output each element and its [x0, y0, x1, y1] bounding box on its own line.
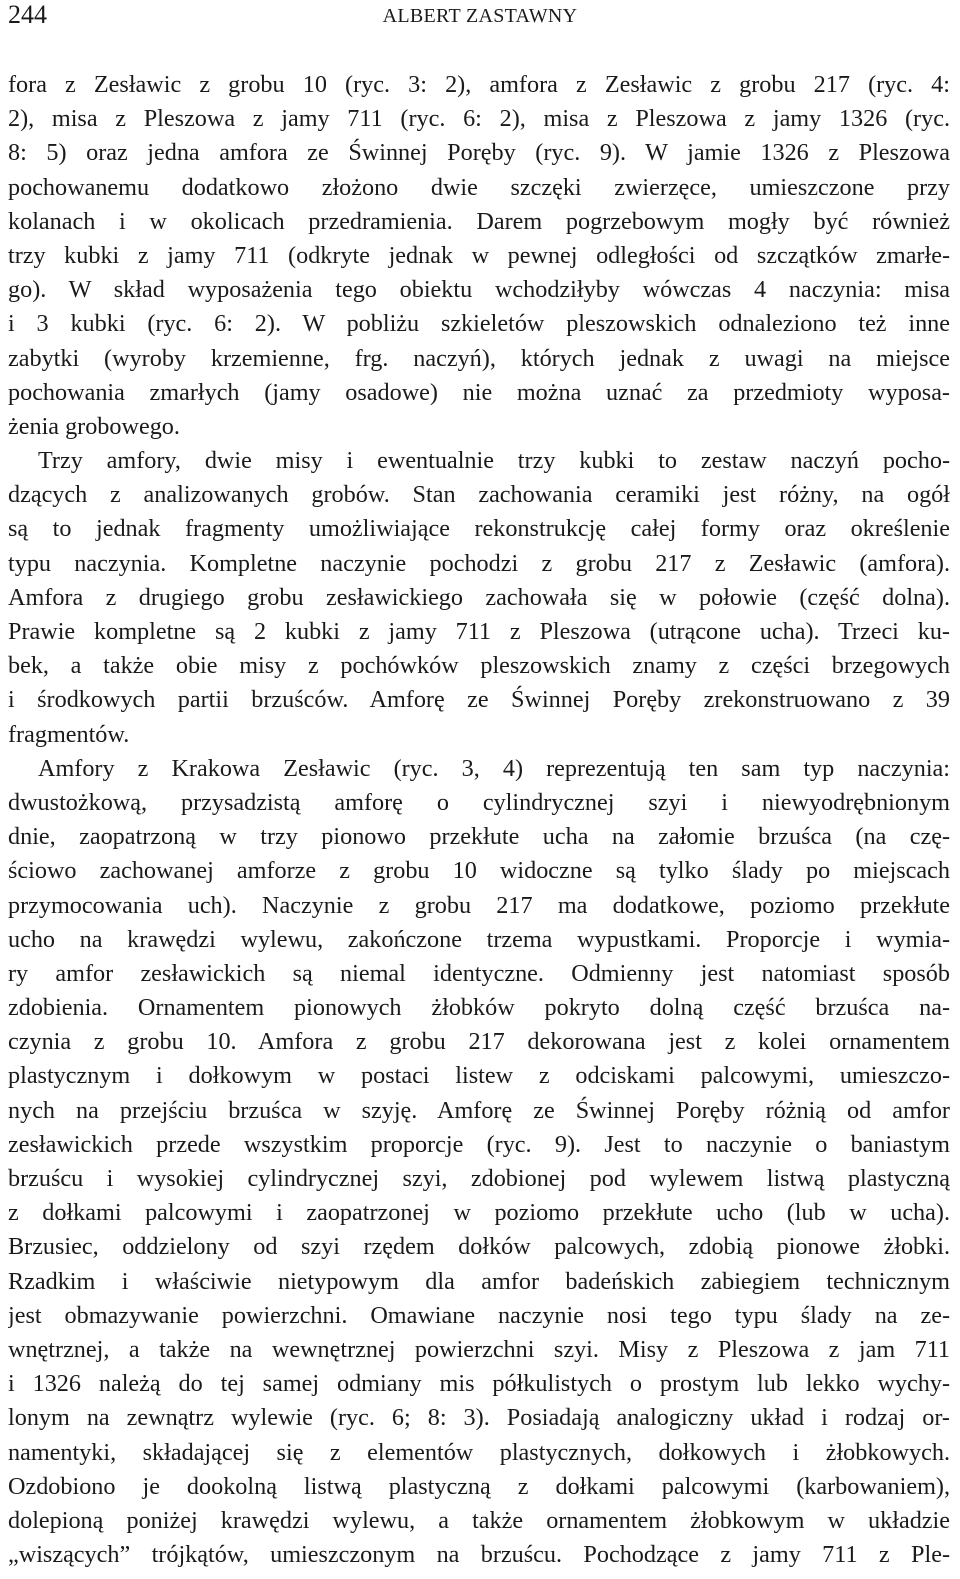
text-line: dnie, zaopatrzoną w trzy pionowo przekłute ucha na załomie brzuśca (na czę-	[8, 823, 950, 851]
text-line: go). W skład wyposażenia tego obiektu wchodziłyby wówczas 4 naczynia: misa	[8, 276, 950, 304]
text-line: namentyki, składającej się z elementów plastycznych, dołkowych i żłobkowych.	[8, 1438, 950, 1466]
text-line: „wiszących” trójkątów, umieszczonym na brzuścu. Pochodzące z jamy 711 z Ple-	[8, 1541, 950, 1569]
running-head	[8, 0, 952, 36]
text-line: ucho na krawędzi wylewu, zakończone trzema wypustkami. Proporcje i wymia-	[8, 925, 950, 953]
text-line: jest obmazywanie powierzchni. Omawiane naczynie nosi tego typu ślady na ze-	[8, 1301, 950, 1329]
text-line: i 1326 należą do tej samej odmiany mis półkulistych o prostym lub lekko wychy-	[8, 1370, 950, 1398]
text-line: pochowanemu dodatkowo złożono dwie szczęki zwierzęce, umieszczone przy	[8, 173, 950, 201]
text-line: Amfora z drugiego grobu zesławickiego zachowała się w połowie (część dolna).	[8, 583, 950, 611]
paragraph-first-line: Trzy amfory, dwie misy i ewentualnie trzy kubki to zestaw naczyń pocho-	[38, 447, 950, 475]
paragraph-end-line: żenia grobowego.	[8, 412, 180, 440]
body-text	[8, 68, 950, 1572]
text-line: kolanach i w okolicach przedramienia. Darem pogrzebowym mogły być również	[8, 207, 950, 235]
text-line: wnętrznej, a także na wewnętrznej powierzchni szyi. Misy z Pleszowa z jam 711	[8, 1335, 950, 1363]
text-line: trzy kubki z jamy 711 (odkryte jednak w pewnej odległości od szczątków zmarłe-	[8, 241, 950, 269]
text-line: dwustożkową, przysadzistą amforę o cylindrycznej szyi i niewyodrębnionym	[8, 788, 950, 816]
paragraph-end-line: fragmentów.	[8, 720, 130, 748]
text-line: z dołkami palcowymi i zaopatrzonej w poziomo przekłute ucho (lub w ucha).	[8, 1199, 950, 1227]
text-line: Ozdobiono je dookolną listwą plastyczną z dołkami palcowymi (karbowaniem),	[8, 1472, 950, 1500]
text-line: 2), misa z Pleszowa z jamy 711 (ryc. 6: 2), misa z Pleszowa z jamy 1326 (ryc.	[8, 105, 950, 133]
text-line: lonym na zewnątrz wylewie (ryc. 6; 8: 3). Posiadają analogiczny układ i rodzaj or-	[8, 1404, 950, 1432]
text-line: zabytki (wyroby krzemienne, frg. naczyń), których jednak z uwagi na miejsce	[8, 344, 950, 372]
text-line: typu naczynia. Kompletne naczynie pochodzi z grobu 217 z Zesławic (amfora).	[8, 549, 950, 577]
text-line: nych na przejściu brzuśca w szyję. Amforę ze Świnnej Poręby różnią od amfor	[8, 1096, 950, 1124]
text-line: pochowania zmarłych (jamy osadowe) nie można uznać za przedmioty wyposa-	[8, 378, 950, 406]
text-line: dolepioną poniżej krawędzi wylewu, a także ornamentem żłobkowym w układzie	[8, 1506, 950, 1534]
text-line: są to jednak fragmenty umożliwiające rekonstrukcję całej formy oraz określenie	[8, 515, 950, 543]
text-line: ściowo zachowanej amforze z grobu 10 widoczne są tylko ślady po miejscach	[8, 857, 950, 885]
text-line: Rzadkim i właściwie nietypowym dla amfor badeńskich zabiegiem technicznym	[8, 1267, 950, 1295]
text-line: czynia z grobu 10. Amfora z grobu 217 dekorowana jest z kolei ornamentem	[8, 1028, 950, 1056]
text-line: dzących z analizowanych grobów. Stan zachowania ceramiki jest różny, na ogół	[8, 481, 950, 509]
text-line: Brzusiec, oddzielony od szyi rzędem dołków palcowych, zdobią pionowe żłobki.	[8, 1233, 950, 1261]
text-line: brzuścu i wysokiej cylindrycznej szyi, zdobionej pod wylewem listwą plastyczną	[8, 1165, 950, 1192]
text-line: i 3 kubki (ryc. 6: 2). W pobliżu szkieletów pleszowskich odnaleziono też inne	[8, 310, 950, 338]
text-line: 8: 5) oraz jedna amfora ze Świnnej Poręby (ryc. 9). W jamie 1326 z Pleszowa	[8, 139, 950, 167]
text-line: plastycznym i dołkowym w postaci listew z odciskami palcowymi, umieszczo-	[8, 1062, 950, 1090]
paragraph-first-line: Amfory z Krakowa Zesławic (ryc. 3, 4) reprezentują ten sam typ naczynia:	[38, 754, 950, 782]
text-line: zesławickich przede wszystkim proporcje (ryc. 9). Jest to naczynie o baniastym	[8, 1130, 950, 1158]
text-line: przymocowania uch). Naczynie z grobu 217 ma dodatkowe, poziomo przekłute	[8, 891, 950, 919]
text-line: ry amfor zesławickich są niemal identyczne. Odmienny jest natomiast sposób	[8, 959, 950, 987]
page-number: 244	[8, 0, 47, 29]
text-line: fora z Zesławic z grobu 10 (ryc. 3: 2), amfora z Zesławic z grobu 217 (ryc. 4:	[8, 71, 950, 98]
text-line: i środkowych partii brzuśców. Amforę ze Świnnej Poręby zrekonstruowano z 39	[8, 686, 950, 714]
running-title-author: ALBERT ZASTAWNY	[382, 5, 578, 27]
text-line: bek, a także obie misy z pochówków pleszowskich znamy z części brzegowych	[8, 652, 950, 680]
text-line: Prawie kompletne są 2 kubki z jamy 711 z Pleszowa (utrącone ucha). Trzeci ku-	[8, 618, 950, 645]
text-line: zdobienia. Ornamentem pionowych żłobków pokryto dolną część brzuśca na-	[8, 994, 950, 1022]
